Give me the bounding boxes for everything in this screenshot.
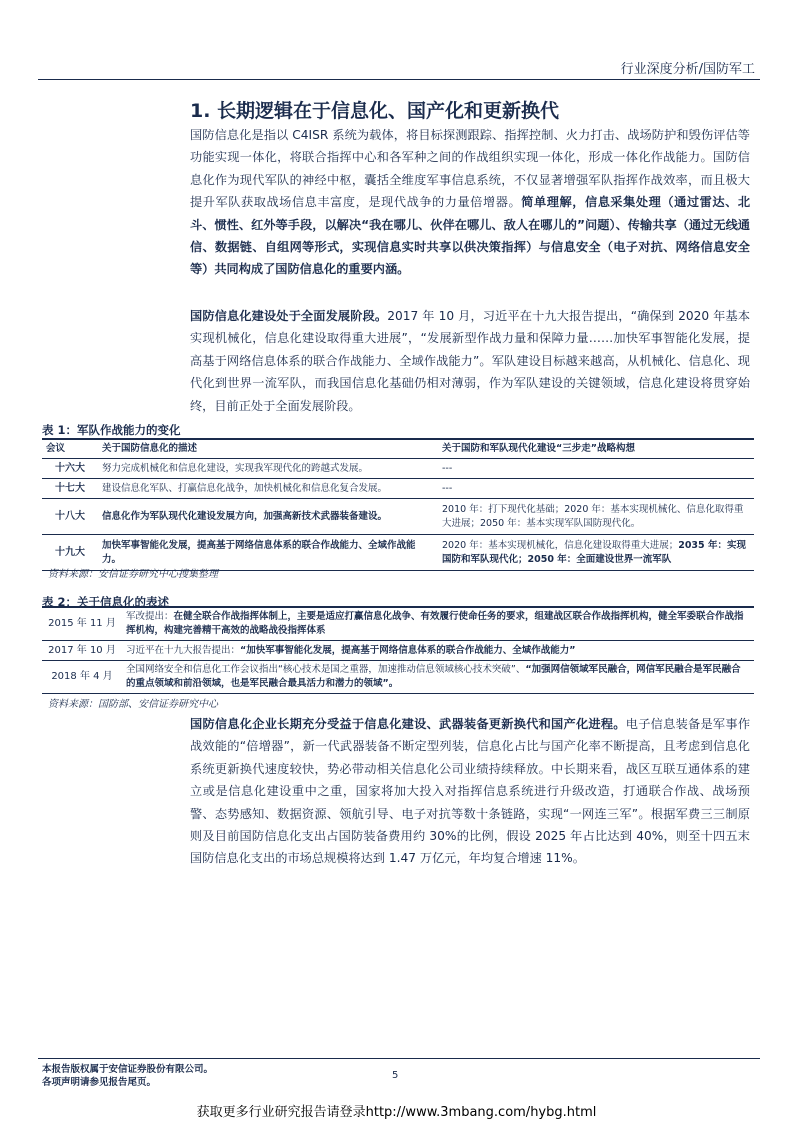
cell-statement xyxy=(122,661,754,694)
disclaimer-line: 各项声明请参见报告尾页。 xyxy=(42,1077,157,1088)
page-number: 5 xyxy=(392,1070,399,1081)
paragraph-text: 电子信息装备是军事作战效能的“倍增器”，新一代武器装备不断定型列装，信息化占比与国产化率不断提高，且考虑到信息化系统更新换代速度较快，势必带动相关信息化公司业绩持续释放。中长期来看，战区互联互通体系的建立或是信息化建设重中之重，国家将加大投入对指挥信息系统进行升级改造，打通联合作战、战场预警、态势感知、数据资源、领航引导、电子对抗等数十条链路，实现“一网连三军”。根据军费三三制原则及目前国防信息化支出占国防装备费用约 30%的比例，假设 2025 年占比达到 40%，则至十四五末国防信息化支出的市场总规模将达到 1.47 万亿元，年均复合增速 11%。 xyxy=(190,717,751,866)
header-divider xyxy=(38,79,760,80)
cell-meeting: 十九大 xyxy=(42,535,98,571)
paragraph-development-stage xyxy=(190,305,750,417)
cell-description: 努力完成机械化和信息化建设，实现我军现代化的跨越式发展。 xyxy=(98,459,438,479)
cell-description: 建设信息化军队、打赢信息化战争，加快机械化和信息化复合发展。 xyxy=(98,479,438,499)
statement-prefix: 习近平在十九大报告提出： xyxy=(126,644,241,656)
paragraph-text: 2017 年 10 月，习近平在十九大报告提出，“确保到 2020 年基本实现机械化，信息化建设取得重大进展”，“发展新型作战力量和保障力量……加快军事智能化发展，提高基于网络信息体系的联合作战能力、全域作战能力”。军队建设目标越来越高，从机械化、信息化、现代化到世界一流军队，而我国信息化基础仍相对薄弱，作为军队建设的关键领域，信息化建设将贯穿始终，目前正处于全面发展阶段。 xyxy=(190,309,751,413)
cell-statement xyxy=(122,607,754,641)
cell-plan: 2010 年：打下现代化基础；2020 年：基本实现机械化、信息化取得重大进展；2050 年：基本实现军队国防现代化。 xyxy=(438,499,754,535)
table-row xyxy=(42,641,754,661)
table1-source: 资料来源：安信证券研究中心搜集整理 xyxy=(48,569,218,580)
plan-bold: 2035 年：实现国防和军队现代化；2050 年：全面建设世界一流军队 xyxy=(442,539,746,565)
cell-date: 2018 年 4 月 xyxy=(42,661,122,694)
cell-meeting: 十七大 xyxy=(42,479,98,499)
cell-plan: --- xyxy=(438,459,754,479)
statement-bold: 在健全联合作战指挥体制上，主要是适应打赢信息化战争、有效履行使命任务的要求，组建战区联合作战指挥机构，健全军委联合作战指挥机构，构建完善精干高效的战略战役指挥体系 xyxy=(126,611,744,636)
copyright-notice xyxy=(42,1063,213,1089)
statement-bold: “加强网信领域军民融合，网信军民融合是军民融合的重点领域和前沿领域，也是军民融合最具活力和潜力的领域”。 xyxy=(126,664,741,689)
cell-statement xyxy=(122,641,754,661)
cell-meeting: 十六大 xyxy=(42,459,98,479)
header-meeting: 会议 xyxy=(42,439,98,459)
cell-plan: --- xyxy=(438,479,754,499)
paragraph-bold: 国防信息化企业长期充分受益于信息化建设、武器装备更新换代和国产化进程。 xyxy=(190,717,626,731)
plan-text: 2020 年：基本实现机械化，信息化建设取得重大进展； xyxy=(442,539,679,551)
statement-prefix: 全国网络安全和信息化工作会议指出“核心技术是国之重器，加速推动信息领域核心技术突破”、 xyxy=(126,664,526,675)
section-heading: 1. 长期逻辑在于信息化、国产化和更新换代 xyxy=(190,100,560,122)
paragraph-text: 国防信息化是指以 C4ISR 系统为载体，将目标探测跟踪、指挥控制、火力打击、战场防护和毁伤评估等功能实现一体化，将联合指挥中心和各军种之间的作战组织实现一体化，形成一体化作战能力。国防信息化作为现代军队的神经中枢，囊括全维度军事信息系统，不仅显著增强军队指挥作战效率，而且极大提升军队获取战场信息丰富度，是现代战争的力量倍增器。 xyxy=(190,128,750,210)
cell-plan xyxy=(438,535,754,571)
copyright-line: 本报告版权属于安信证券股份有限公司。 xyxy=(42,1064,214,1075)
header-strategy: 关于国防和军队现代化建设“三步走”战略构想 xyxy=(438,439,754,459)
cell-meeting: 十八大 xyxy=(42,499,98,535)
table-capability-changes xyxy=(42,438,754,571)
table-row xyxy=(42,661,754,694)
report-category: 行业深度分析/国防军工 xyxy=(620,62,755,77)
table2-caption: 表 2：关于信息化的表述 xyxy=(42,595,170,609)
table1-caption: 表 1：军队作战能力的变化 xyxy=(42,423,181,437)
paragraph-overview xyxy=(190,124,750,281)
statement-prefix: 军改提出： xyxy=(126,611,174,622)
statement-bold: “加快军事智能化发展，提高基于网络信息体系的联合作战能力、全域作战能力” xyxy=(240,644,576,656)
table-header-row xyxy=(42,439,754,459)
cell-date: 2017 年 10 月 xyxy=(42,641,122,661)
footer-divider xyxy=(38,1058,760,1059)
cell-date: 2015 年 11 月 xyxy=(42,607,122,641)
header-description: 关于国防信息化的描述 xyxy=(98,439,438,459)
cell-description: 信息化作为军队现代化建设发展方向，加强高新技术武器装备建设。 xyxy=(98,499,438,535)
table-row xyxy=(42,459,754,479)
paragraph-bold: 简单理解，信息采集处理（通过雷达、北斗、惯性、红外等手段，以解决“我在哪儿、伙伴在哪儿、敌人在哪儿的”问题）、传输共享（通过无线通信、数据链、自组网等形式，实现信息实时共享以供决策指挥）与信息安全（电子对抗、网络信息安全等）共同构成了国防信息化的重要内涵。 xyxy=(190,195,751,277)
table-row xyxy=(42,499,754,535)
paragraph-bold: 国防信息化建设处于全面发展阶段。 xyxy=(190,309,388,323)
download-banner[interactable]: 获取更多行业研究报告请登录http://www.3mbang.com/hybg.html xyxy=(196,1105,597,1120)
table-informatization-statements xyxy=(42,606,754,694)
table2-source: 资料来源：国防部、安信证券研究中心 xyxy=(48,699,218,710)
table-row xyxy=(42,479,754,499)
cell-description: 加快军事智能化发展，提高基于网络信息体系的联合作战能力、全域作战能力。 xyxy=(98,535,438,571)
paragraph-beneficiaries xyxy=(190,713,750,870)
table-row xyxy=(42,607,754,641)
